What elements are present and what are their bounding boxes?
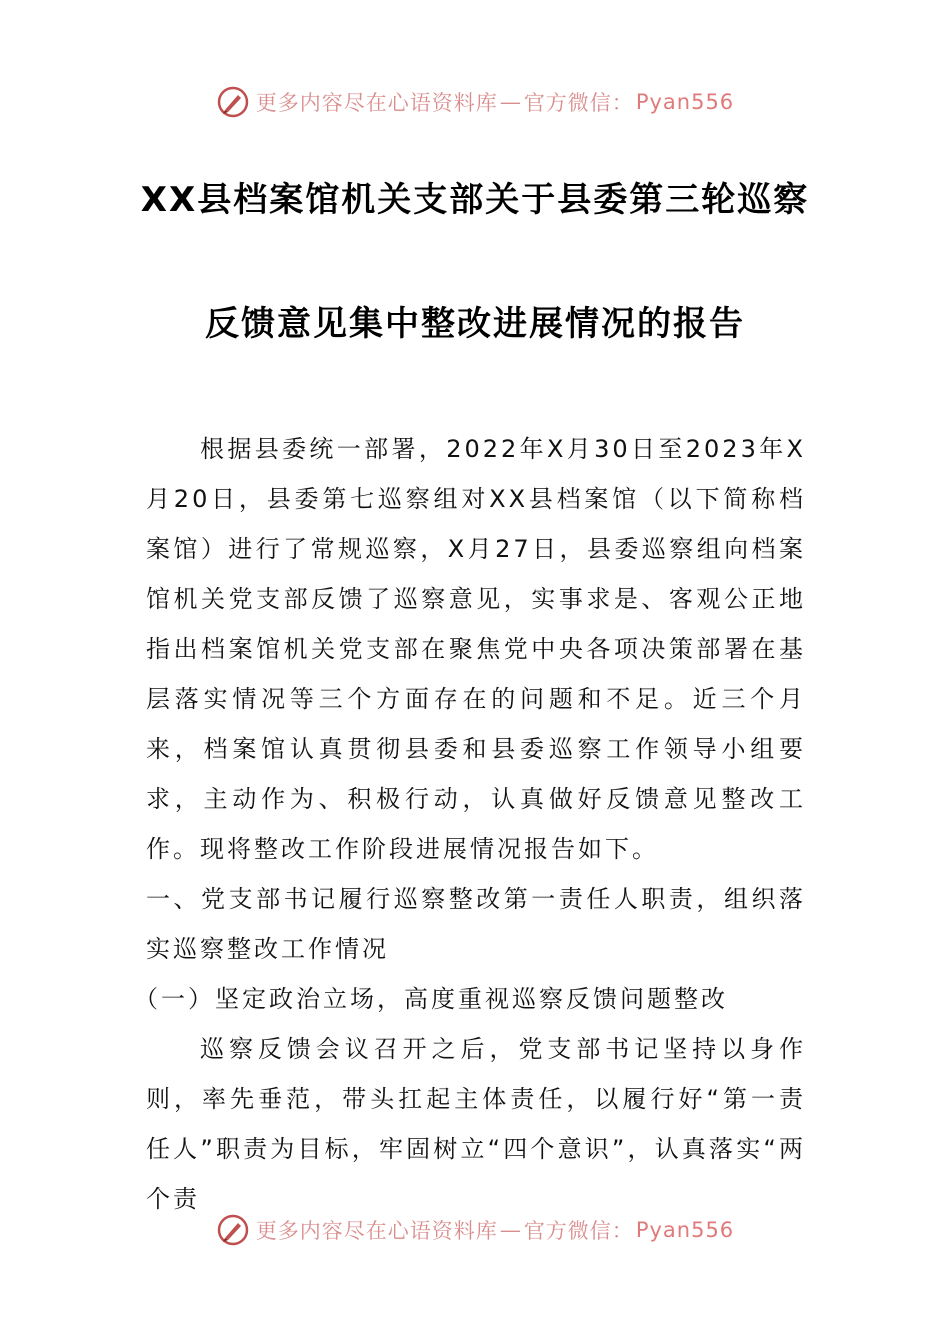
watermark-separator: — xyxy=(499,1218,522,1242)
watermark-wechat-id: Pyan556 xyxy=(635,1218,735,1242)
watermark-label: 官方微信： xyxy=(523,91,634,115)
watermark-text: 更多内容尽在心语资料库 xyxy=(255,1219,498,1243)
watermark-text: 更多内容尽在心语资料库 xyxy=(255,91,498,115)
watermark-footer xyxy=(0,1210,950,1250)
paragraph-subsection-1: 巡察反馈会议召开之后，党支部书记坚持以身作则，率先垂范，带头扛起主体责任，以履行好“第一责任人”职责为目标，牢固树立“四个意识”，认真落实“两个责 xyxy=(146,1035,806,1213)
watermark-wechat-id: Pyan556 xyxy=(635,90,735,114)
paragraph-intro: 根据县委统一部署，2022年X月30日至2023年X月20日，县委第七巡察组对XX县档案馆（以下简称档案馆）进行了常规巡察，X月27日，县委巡察组向档案馆机关党支部反馈了巡察意见，实事求是、客观公正地指出档案馆机关党支部在聚焦党中央各项决策部署在基层落实情况等三个方面存在的问题和不足。近三个月来，档案馆认真贯彻县委和县委巡察工作领导小组要求，主动作为、积极行动，认真做好反馈意见整改工作。现将整改工作阶段进展情况报告如下。 xyxy=(146,435,806,863)
watermark-separator: — xyxy=(499,90,522,114)
pen-logo-icon xyxy=(216,85,250,119)
section-heading-1: 一、党支部书记履行巡察整改第一责任人职责，组织落实巡察整改工作情况 xyxy=(146,885,806,963)
watermark-header xyxy=(0,82,950,122)
document-title-line1: XX县档案馆机关支部关于县委第三轮巡察 xyxy=(140,180,810,220)
document-title-line2: 反馈意见集中整改进展情况的报告 xyxy=(205,304,745,344)
document-body xyxy=(134,424,806,1224)
watermark-label: 官方微信： xyxy=(523,1219,634,1243)
pen-logo-icon xyxy=(216,1213,250,1247)
subsection-heading-1: （一）坚定政治立场，高度重视巡察反馈问题整改 xyxy=(134,985,728,1013)
